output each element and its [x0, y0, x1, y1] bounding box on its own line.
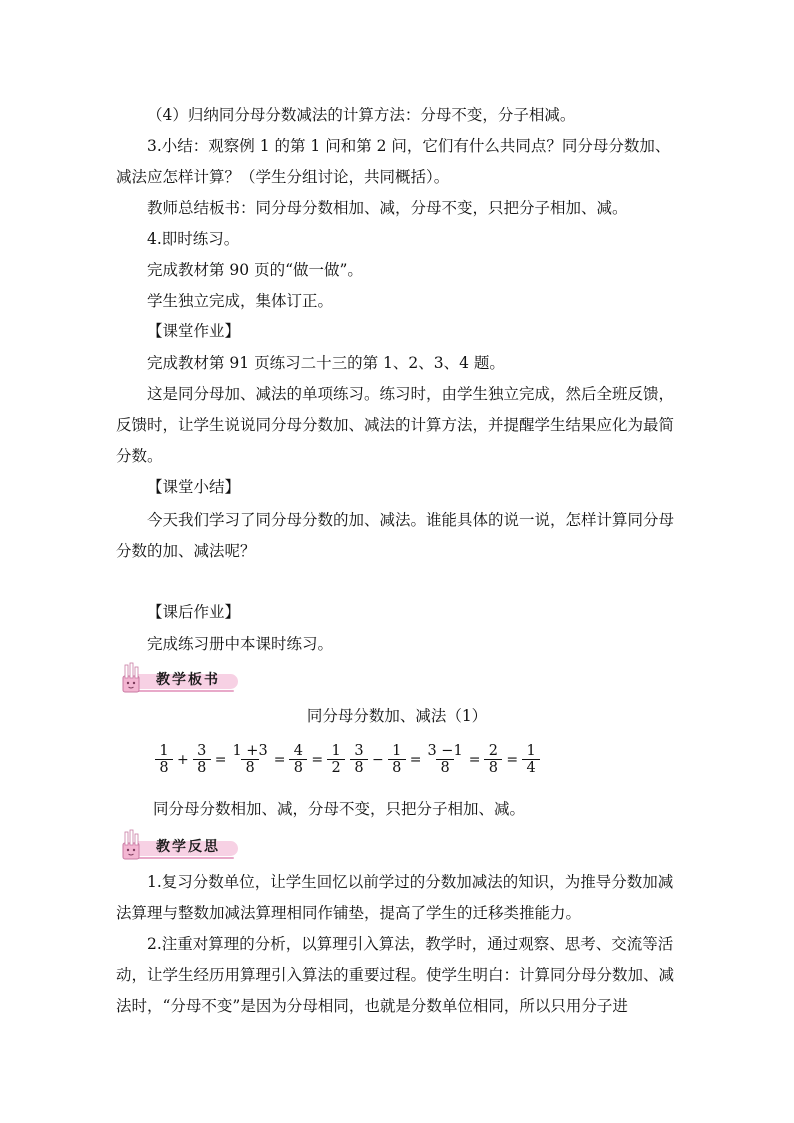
paragraph-instant-practice: 4.即时练习。 — [147, 230, 240, 248]
section-badge-board — [116, 662, 238, 690]
equals-sign: = — [273, 751, 286, 768]
addition-formula — [153, 743, 347, 776]
paragraph-textbook-page-90: 完成教材第 90 页的“做一做”。 — [147, 261, 363, 279]
paragraph-summary-prompt: 今天我们学习了同分母分数的加、减法。谁能具体的说一说，怎样计算同分母分数的加、减法呢？ — [116, 511, 675, 560]
fraction-a: $\frac{3}{8}$ — [350, 743, 368, 776]
fraction-a: $\frac{1}{8}$ — [155, 743, 173, 776]
fraction-step1: $\frac{3 -1}{8}$ — [427, 743, 463, 776]
equals-sign: = — [506, 751, 519, 768]
board-title: 同分母分数加、减法（1） — [306, 707, 488, 725]
paragraph-students-complete: 学生独立完成，集体订正。 — [147, 292, 334, 310]
paragraph-summary-question: 3.小结：观察例 1 的第 1 问和第 2 问，它们有什么共同点？同分母分数加、减法应怎样计算？（学生分组讨论，共同概括）。 — [116, 137, 671, 186]
paragraph-reflection-1: 1.复习分数单位，让学生回忆以前学过的分数加减法的知识，为推导分数加减法算理与整数加减法算理相同作铺垫，提高了学生的迁移类推能力。 — [116, 873, 674, 922]
pencil-cup-icon — [116, 662, 146, 694]
pencil-cup-icon — [116, 829, 146, 861]
fraction-b: $\frac{1}{8}$ — [388, 743, 406, 776]
heading-classwork: 【课堂作业】 — [147, 322, 241, 340]
board-rule: 同分母分数相加、减，分母不变，只把分子相加、减。 — [153, 800, 526, 818]
subtraction-formula — [348, 743, 542, 776]
paragraph-teacher-summary: 教师总结板书：同分母分数相加、减，分母不变，只把分子相加、减。 — [147, 199, 628, 217]
paragraph-subtraction-rule: （4）归纳同分母分数减法的计算方法：分母不变，分子相减。 — [147, 106, 576, 124]
heading-class-summary: 【课堂小结】 — [147, 478, 241, 496]
equals-sign: = — [468, 751, 481, 768]
fraction-b: $\frac{3}{8}$ — [193, 743, 211, 776]
section-badge-reflection — [116, 829, 238, 857]
equals-sign: = — [311, 751, 324, 768]
badge-title-reflection: 教学反思 — [156, 839, 220, 855]
fraction-result: $\frac{1}{2}$ — [327, 743, 345, 776]
minus-sign: − — [372, 751, 384, 768]
equals-sign: = — [409, 751, 422, 768]
paragraph-homework-task: 完成练习册中本课时练习。 — [147, 635, 334, 653]
badge-title-board: 教学板书 — [156, 672, 220, 688]
paragraph-reflection-2: 2.注重对算理的分析，以算理引入算法，教学时，通过观察、思考、交流等活动，让学生经历用算理引入算法的重要过程。使学生明白：计算同分母分数加、减法时，“分母不变”是因为分母相同，也就是分数单位相同，所以只用分子进 — [116, 935, 675, 1015]
fraction-step1: $\frac{1 +3}{8}$ — [232, 743, 268, 776]
equals-sign: = — [214, 751, 227, 768]
paragraph-practice-description: 这是同分母加、减法的单项练习。练习时，由学生独立完成，然后全班反馈，反馈时，让学生说说同分母分数加、减法的计算方法，并提醒学生结果应化为最简分数。 — [116, 385, 675, 465]
paragraph-textbook-page-91: 完成教材第 91 页练习二十三的第 1、2、3、4 题。 — [147, 354, 505, 372]
plus-sign: + — [177, 751, 189, 768]
heading-homework: 【课后作业】 — [147, 603, 241, 621]
fraction-step2: $\frac{2}{8}$ — [484, 743, 502, 776]
fraction-result: $\frac{1}{4}$ — [522, 743, 540, 776]
fraction-step2: $\frac{4}{8}$ — [289, 743, 307, 776]
